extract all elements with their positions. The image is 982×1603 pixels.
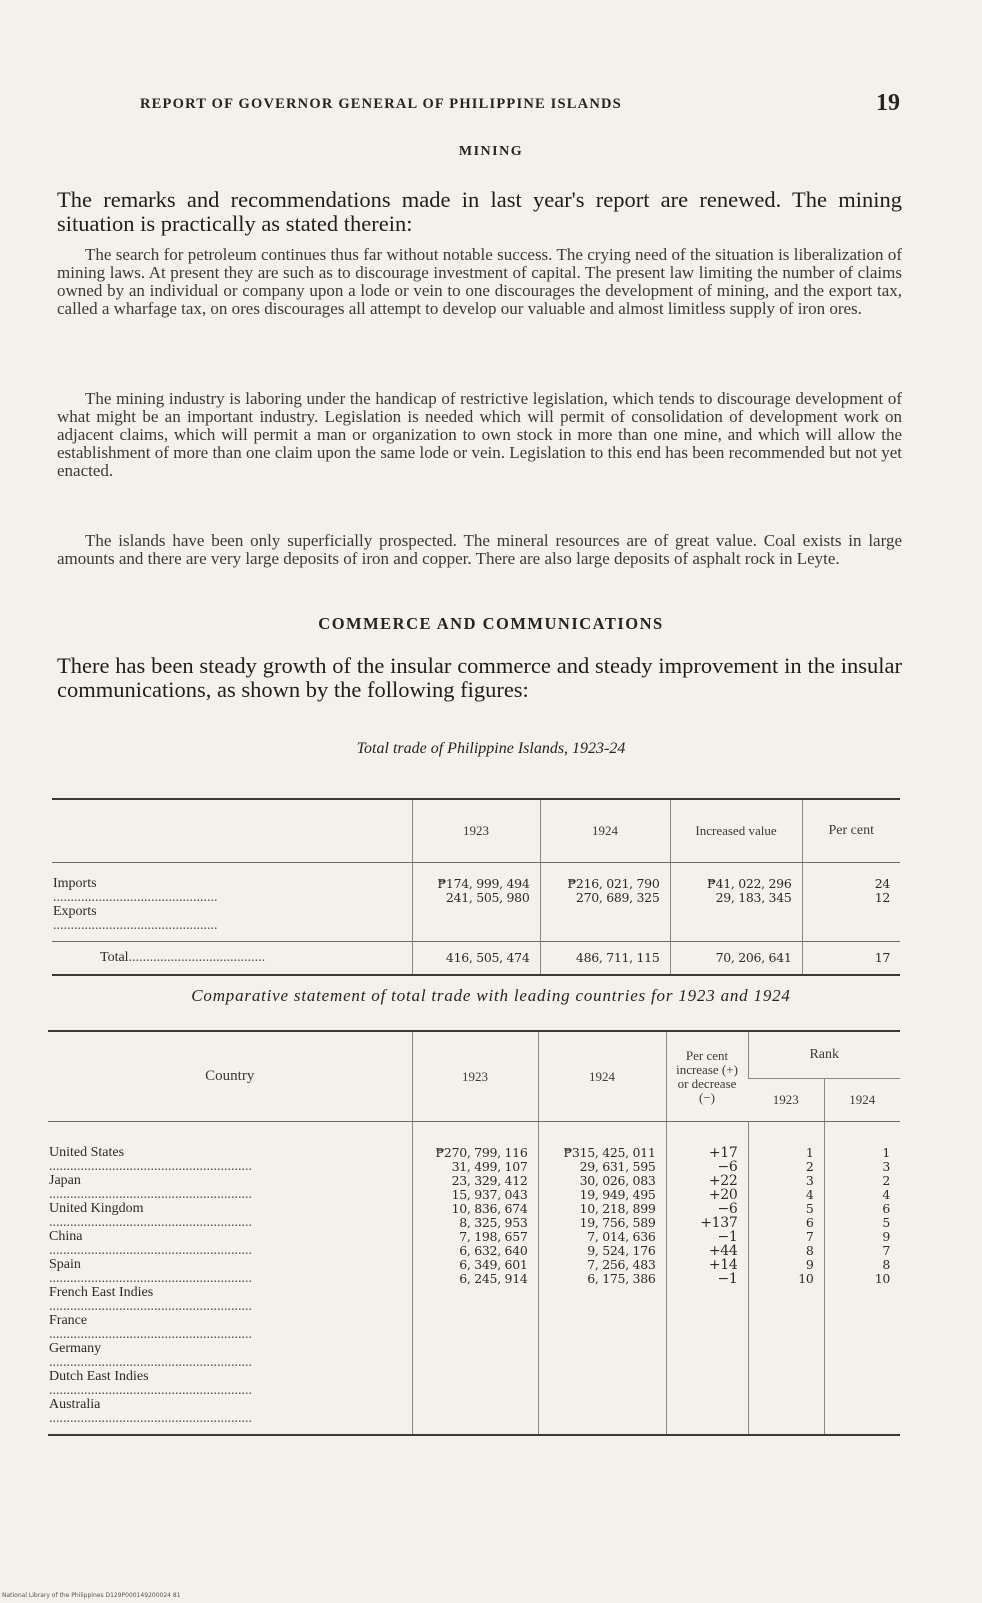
table-cell: 10, 218, 899 (579, 1201, 656, 1216)
table-cell: 12 (874, 890, 890, 905)
table2-header-1923: 1923 (412, 1031, 538, 1122)
report-title: REPORT OF GOVERNOR GENERAL OF PHILIPPINE ISLANDS (140, 96, 622, 112)
table-cell: 9, 524, 176 (587, 1243, 656, 1258)
table-cell: +20 (708, 1187, 738, 1203)
table-cell: 9 (805, 1257, 814, 1272)
table2-header-change: Per cent increase (+) or decrease (−) (666, 1031, 748, 1122)
table-cell: 1 (805, 1145, 814, 1160)
table-cell: 7 (805, 1229, 814, 1244)
table-cell: +137 (700, 1215, 738, 1231)
table-cell: 6 (805, 1215, 814, 1230)
table1-col-increase (670, 863, 802, 942)
table1-header-percent: Per cent (802, 799, 900, 863)
table-cell: 10 (798, 1271, 814, 1286)
table-cell: +22 (708, 1173, 738, 1189)
table-row-label: Exports ............................................... (53, 904, 218, 933)
table2-countries (48, 1122, 412, 1436)
commerce-heading: COMMERCE AND COMMUNICATIONS (318, 614, 664, 633)
table1-col-percent (802, 863, 900, 942)
mining-paragraph-1: The search for petroleum continues thus far without notable success. The crying need of the situation is liberalization of mining laws. At present they are such as to discourage investment of capital. The present law limiting the number of claims owned by an individual or company upon a lode or vein to one discourages the development of mining, and the export tax, called a wharfage tax, on ores discourages all attempt to develop our valuable and almost limitless supply of iron ores. (57, 245, 902, 318)
table1-body-row (52, 863, 900, 942)
table2-header-rank-1923: 1923 (748, 1079, 824, 1122)
table-cell: 3 (805, 1173, 814, 1188)
table-cell: −1 (717, 1271, 738, 1287)
table1-total-percent: 17 (802, 942, 900, 976)
table-cell: 6 (882, 1201, 890, 1216)
table-cell: 9 (882, 1229, 890, 1244)
table-cell: 3 (882, 1159, 890, 1174)
table-cell: 5 (805, 1201, 814, 1216)
table-cell: −1 (717, 1229, 738, 1245)
table1-total-1923: 416, 505, 474 (412, 942, 540, 976)
table-cell: 241, 505, 980 (445, 890, 530, 905)
table2-col-change (666, 1122, 748, 1436)
table2-col-1924 (538, 1122, 666, 1436)
table-cell: 29, 183, 345 (715, 890, 792, 905)
table-cell: +44 (708, 1243, 738, 1259)
table-cell: 6, 632, 640 (459, 1243, 528, 1258)
table-row-label: Spain .......................................................... (49, 1257, 252, 1286)
table1-total-increase: 70, 206, 641 (670, 942, 802, 976)
table-cell: ₱315, 425, 011 (563, 1145, 656, 1160)
mining-heading: MINING (458, 144, 524, 159)
table1-header-1924: 1924 (540, 799, 670, 863)
page-number: 19 (876, 90, 900, 116)
table-cell: 2 (882, 1173, 890, 1188)
mining-paragraph-2: The mining industry is laboring under the handicap of restrictive legislation, which tends to discourage development of what might be an important industry. Legislation is needed which will permit of consolidation of development work on adjacent claims, which will permit a man or organization to own stock in more than one mine, and which will allow the establishment of more than one claim upon the same lode or vein. Legislation to this end has been recommended but not yet enacted. (57, 389, 902, 480)
table-cell: 19, 756, 589 (579, 1215, 656, 1230)
table-cell: +14 (708, 1257, 738, 1273)
table-row-label: United States .......................................................... (49, 1145, 252, 1174)
table-cell: 29, 631, 595 (579, 1159, 656, 1174)
table1-total-row (52, 942, 900, 976)
table-cell: 1 (882, 1145, 890, 1160)
table-row-label: Dutch East Indies .......................................................... (49, 1369, 252, 1398)
table-cell: 7 (882, 1243, 890, 1258)
table1-total-1924: 486, 711, 115 (540, 942, 670, 976)
table-row-label: Australia .......................................................... (49, 1397, 252, 1426)
table1-col-1923 (412, 863, 540, 942)
table-cell: 30, 026, 083 (579, 1173, 656, 1188)
running-header (140, 90, 900, 120)
table-cell: ₱41, 022, 296 (707, 876, 792, 891)
table-cell: 24 (874, 876, 890, 891)
table2-col-rank-1923 (748, 1122, 824, 1436)
table2-body-row (48, 1122, 900, 1436)
table2-col-rank-1924 (824, 1122, 900, 1436)
table1-caption: Total trade of Philippine Islands, 1923-24 (356, 740, 626, 757)
table-cell: 6, 349, 601 (459, 1257, 528, 1272)
table-cell: ₱270, 799, 116 (435, 1145, 528, 1160)
table1-labels (52, 863, 412, 942)
mining-paragraph-3: The islands have been only superficially prospected. The mineral resources are of great value. Coal exists in large amounts and there are very large deposits of iron and copper. There are also large deposits of asphalt rock in Leyte. (57, 531, 902, 568)
table1-header-1923: 1923 (412, 799, 540, 863)
leading-countries-table (48, 1030, 900, 1436)
table2-col-1923 (412, 1122, 538, 1436)
table-cell: 10 (874, 1271, 890, 1286)
table-cell: 5 (882, 1215, 890, 1230)
table1-total-label: Total....................................... (52, 942, 412, 976)
table-cell: 270, 689, 325 (575, 890, 660, 905)
total-trade-table (52, 798, 900, 976)
table-cell: 7, 256, 483 (587, 1257, 656, 1272)
table-row-label: Japan .......................................................... (49, 1173, 252, 1202)
table-row-label: China .......................................................... (49, 1229, 252, 1258)
table-row-label: Germany .......................................................... (49, 1341, 252, 1370)
table-cell: −6 (717, 1201, 738, 1217)
table-cell: −6 (717, 1159, 738, 1175)
table2-header-rank-1924: 1924 (824, 1079, 900, 1122)
table-row-label: United Kingdom .......................................................... (49, 1201, 252, 1230)
table2-header-1924: 1924 (538, 1031, 666, 1122)
table-cell: 7, 198, 657 (459, 1229, 528, 1244)
table-cell: 8 (882, 1257, 890, 1272)
table-cell: 23, 329, 412 (451, 1173, 528, 1188)
table1-header-increase: Increased value (670, 799, 802, 863)
table-cell: 8, 325, 953 (459, 1215, 528, 1230)
table-cell: 7, 014, 636 (587, 1229, 656, 1244)
table-cell: 4 (882, 1187, 890, 1202)
commerce-lead-paragraph: There has been steady growth of the insular commerce and steady improvement in the insular communications, as shown by the following figures: (57, 653, 902, 702)
table1-header-blank (52, 799, 412, 863)
table-row-label: Imports ............................................... (53, 876, 218, 905)
table2-header-country: Country (48, 1031, 412, 1122)
table-cell: 4 (805, 1187, 814, 1202)
table-cell: 31, 499, 107 (451, 1159, 528, 1174)
table-cell: 2 (805, 1159, 814, 1174)
table-cell: 10, 836, 674 (451, 1201, 528, 1216)
page-footer: National Library of the Philippines D129P000149200024 81 (2, 1592, 181, 1599)
table-cell: 19, 949, 495 (579, 1187, 656, 1202)
table2-caption: Comparative statement of total trade with leading countries for 1923 and 1924 (191, 986, 791, 1005)
mining-lead-paragraph: The remarks and recommendations made in last year's report are renewed. The mining situation is practically as stated therein: (57, 187, 902, 236)
table-cell: 8 (805, 1243, 814, 1258)
table2-header-row-1 (48, 1031, 900, 1079)
table-cell: +17 (708, 1145, 738, 1161)
table2-header-rank: Rank (748, 1031, 900, 1079)
table-cell: 6, 245, 914 (459, 1271, 528, 1286)
table1-header-row (52, 799, 900, 863)
table-cell: ₱174, 999, 494 (437, 876, 530, 891)
table-cell: 15, 937, 043 (451, 1187, 528, 1202)
table-cell: ₱216, 021, 790 (567, 876, 660, 891)
table-cell: 6, 175, 386 (587, 1271, 656, 1286)
table1-col-1924 (540, 863, 670, 942)
table-row-label: French East Indies .......................................................... (49, 1285, 252, 1314)
table-row-label: France .......................................................... (49, 1313, 252, 1342)
